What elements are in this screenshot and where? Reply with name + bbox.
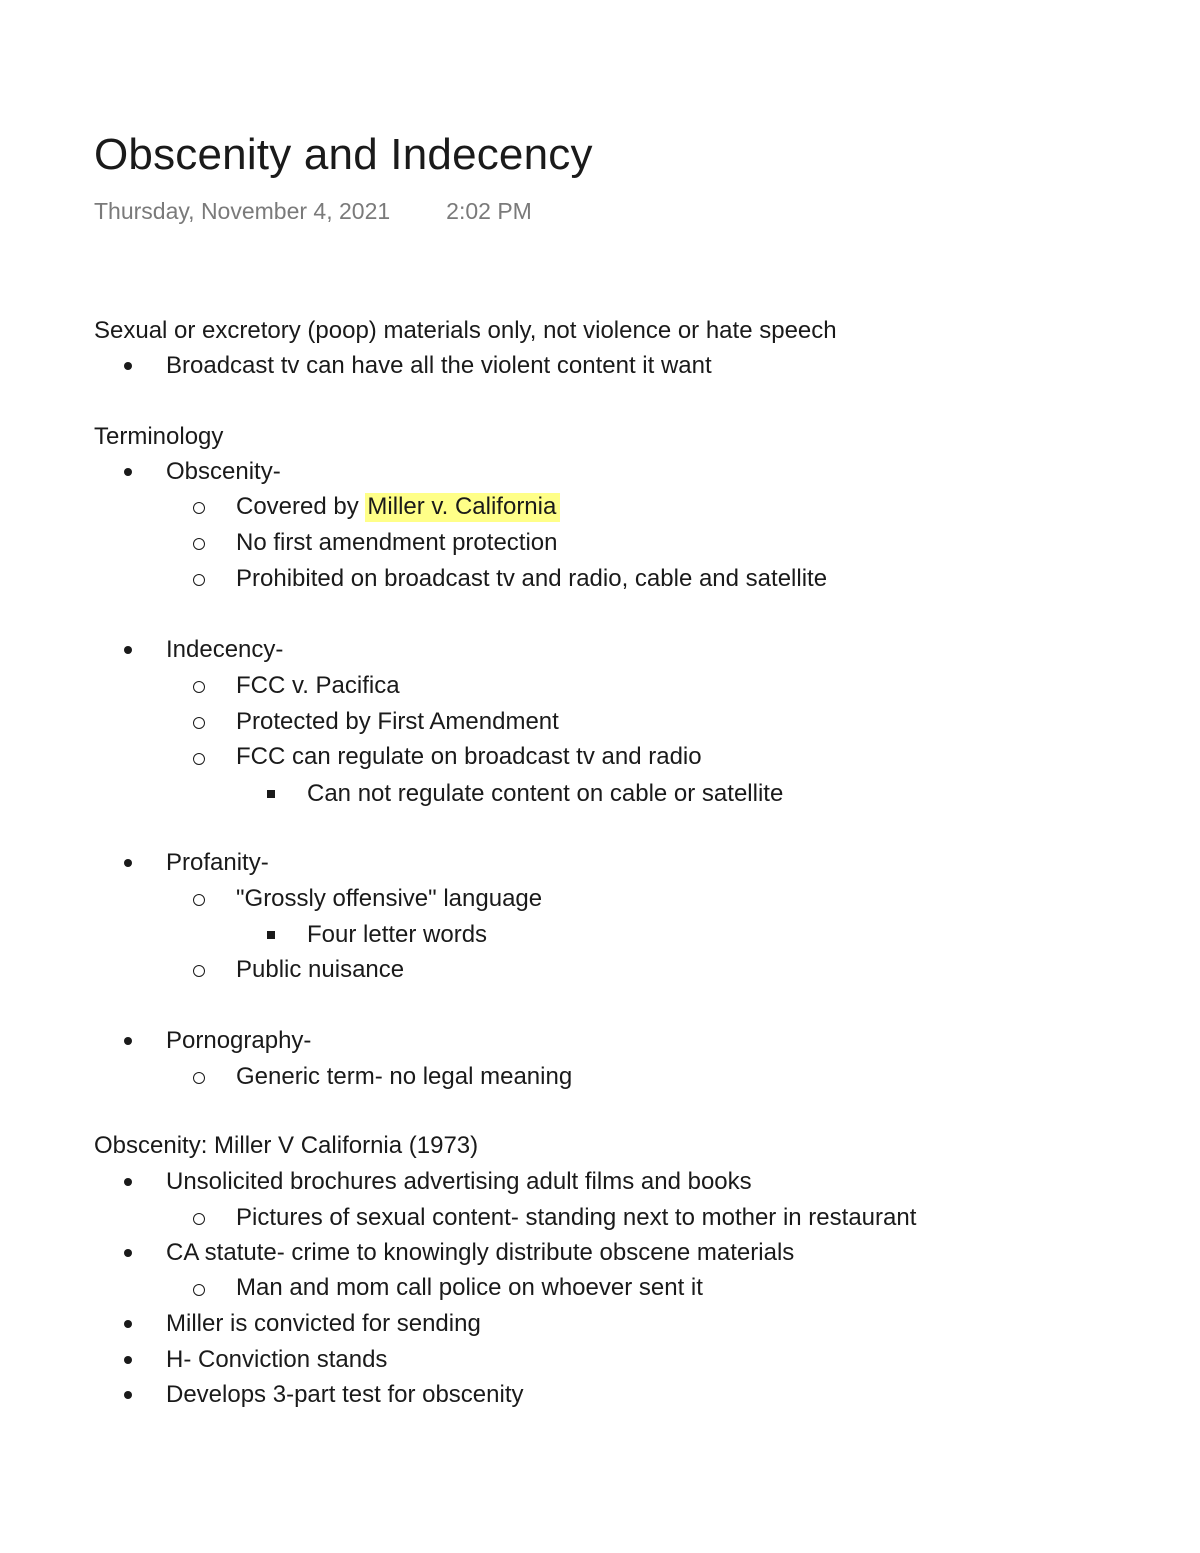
list-item: FCC v. Pacifica [236, 672, 400, 699]
page-title: Obscenity and Indecency [94, 130, 593, 179]
list-item: Unsolicited brochures advertising adult films and books [166, 1168, 752, 1195]
list-item: Profanity- [166, 849, 269, 876]
circle-bullet-icon [193, 502, 205, 514]
list-item: Protected by First Amendment [236, 708, 559, 735]
bullet-icon [124, 1391, 132, 1399]
list-item: Generic term- no legal meaning [236, 1063, 573, 1090]
square-bullet-icon [267, 790, 275, 798]
bullet-icon [124, 1320, 132, 1328]
list-item: Indecency- [166, 636, 284, 663]
section-heading-miller: Obscenity: Miller V California (1973) [94, 1132, 479, 1159]
list-item: Man and mom call police on whoever sent it [236, 1274, 703, 1301]
note-time: 2:02 PM [446, 198, 532, 224]
paragraph-intro: Sexual or excretory (poop) materials only, not violence or hate speech [94, 317, 837, 344]
circle-bullet-icon [193, 717, 205, 729]
list-item: Broadcast tv can have all the violent content it want [166, 352, 712, 379]
list-item [236, 492, 560, 522]
circle-bullet-icon [193, 1072, 205, 1084]
list-item: H- Conviction stands [166, 1346, 388, 1373]
bullet-icon [124, 1249, 132, 1257]
list-item: Pictures of sexual content- standing next to mother in restaurant [236, 1204, 917, 1231]
list-item: Four letter words [307, 921, 488, 948]
circle-bullet-icon [193, 574, 205, 586]
square-bullet-icon [267, 931, 275, 939]
circle-bullet-icon [193, 681, 205, 693]
circle-bullet-icon [193, 538, 205, 550]
list-item: Obscenity- [166, 458, 281, 485]
note-dateline [94, 198, 532, 225]
list-item: Miller is convicted for sending [166, 1310, 481, 1337]
list-item: Public nuisance [236, 956, 405, 983]
bullet-icon [124, 362, 132, 370]
list-item: FCC can regulate on broadcast tv and radio [236, 743, 702, 770]
circle-bullet-icon [193, 965, 205, 977]
bullet-icon [124, 468, 132, 476]
list-item: Prohibited on broadcast tv and radio, cable and satellite [236, 565, 828, 592]
note-date: Thursday, November 4, 2021 [94, 198, 391, 224]
bullet-icon [124, 859, 132, 867]
bullet-icon [124, 1178, 132, 1186]
bullet-icon [124, 1356, 132, 1364]
circle-bullet-icon [193, 894, 205, 906]
list-item: "Grossly offensive" language [236, 885, 543, 912]
list-item: CA statute- crime to knowingly distribute obscene materials [166, 1239, 795, 1266]
circle-bullet-icon [193, 1284, 205, 1296]
list-item: No first amendment protection [236, 529, 558, 556]
list-item-text: Covered by [236, 493, 366, 520]
circle-bullet-icon [193, 753, 205, 765]
bullet-icon [124, 1037, 132, 1045]
highlighted-text: Miller v. California [365, 493, 560, 522]
bullet-icon [124, 646, 132, 654]
list-item: Pornography- [166, 1027, 312, 1054]
section-heading-terminology: Terminology [94, 423, 224, 450]
list-item: Can not regulate content on cable or satellite [307, 780, 784, 807]
circle-bullet-icon [193, 1213, 205, 1225]
list-item: Develops 3-part test for obscenity [166, 1381, 524, 1408]
